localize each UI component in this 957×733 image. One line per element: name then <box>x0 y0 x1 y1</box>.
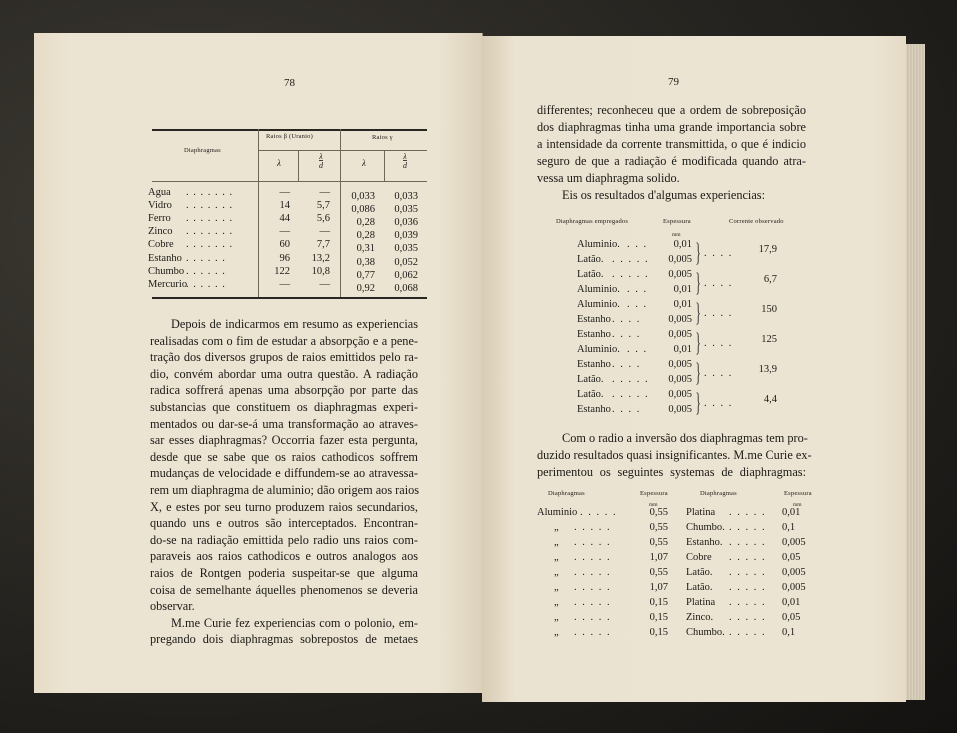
table2-cell-espessura-b: 0,05 <box>782 552 801 563</box>
table1-row-dots: . . . <box>627 239 648 250</box>
table1-cell-espessura: 0,01 <box>673 344 692 355</box>
table2-row-name-b: Cobre <box>686 552 712 563</box>
table-cell-beta-lambda: 14 <box>279 200 290 212</box>
table2-cell-espessura-a: 0,55 <box>649 522 668 533</box>
paragraph-line: raios de Rontgen poderia suspeitar-se que alguma <box>150 566 418 580</box>
paragraph-line: seguro de que a radiação é modificada quando atra- <box>537 154 806 168</box>
table2-cell-espessura-b: 0,005 <box>782 567 806 578</box>
table2-row-name-b: Platina <box>686 597 716 608</box>
table-row-name: Ferro <box>148 213 171 225</box>
table2-row-dots-b: . . . . . <box>729 537 767 548</box>
t2-unit-mm-b: mm <box>793 502 802 508</box>
t2-header-espessura-a: Espessura <box>640 490 668 497</box>
page-number-79: 79 <box>668 76 679 88</box>
table-col-divider <box>298 151 299 181</box>
table1-row-dots: . . . . . <box>612 389 650 400</box>
table2-row-name-a: „ <box>554 537 559 548</box>
table-header-lambda-gamma: λ <box>362 158 366 168</box>
table-cell-beta-ratio: 13,2 <box>311 252 330 264</box>
table2-cell-espessura-b: 0,01 <box>782 507 801 518</box>
table1-row-name: Aluminio. <box>577 299 620 310</box>
t1-header-espessura: Espessura <box>663 218 691 225</box>
table-cell-beta-lambda: 96 <box>279 252 290 264</box>
table2-row-dots-a: . . . . . <box>574 552 612 563</box>
t2-header-espessura-b: Espessura <box>784 490 812 497</box>
paragraph-line: substancias que constituem os diaphragmas experi- <box>150 400 418 414</box>
paragraph-line: duzido resultados quasi insignificantes. M.me Curie ex- <box>537 448 812 462</box>
table-row-name: Vidro <box>148 200 172 212</box>
table-header-lambda-over-d: λ d <box>319 152 323 170</box>
paragraph-line: X, e estes por seu turno produzem raios secundarios, <box>150 499 418 514</box>
t1-header-diaphragmas: Diaphragmas empregados <box>556 218 629 225</box>
table-cell-beta-ratio: — <box>319 226 330 238</box>
table-cell-gamma-lambda: 0,086 <box>351 204 375 216</box>
table2-cell-espessura-b: 0,1 <box>782 627 796 638</box>
table1-row-name: Aluminio. <box>577 284 620 295</box>
paragraph-line: coisa de semelhante áquelles phenomenos se deveria <box>150 582 418 597</box>
table2-row-name-a: „ <box>554 567 559 578</box>
table2-row-dots-b: . . . . . <box>729 612 767 623</box>
table2-row-name-a: „ <box>554 522 559 533</box>
table-header-beta: Raios β (Uranio) <box>266 133 313 140</box>
table-cell-gamma-ratio: 0,062 <box>394 269 418 281</box>
table-row-name: Cobre <box>148 239 174 251</box>
table2-cell-espessura-b: 0,01 <box>782 597 801 608</box>
table1-row-dots: . . . . . <box>612 254 650 265</box>
table-row-dots: . . . . . . . <box>186 187 234 198</box>
table1-row-name: Estanho <box>577 314 611 325</box>
table-row-name: Chumbo <box>148 265 185 277</box>
brace-icon: } <box>695 328 702 357</box>
table2-row-name-a: „ <box>554 597 559 608</box>
table1-current-dots: . . . . <box>704 398 733 409</box>
table1-row-dots: . . . <box>627 344 648 355</box>
table1-cell-espessura: 0,01 <box>673 239 692 250</box>
table-cell-beta-lambda: — <box>279 187 290 198</box>
table-col-divider <box>384 151 385 181</box>
table2-cell-espessura-b: 0,1 <box>782 522 796 533</box>
table-cell-beta-ratio: — <box>319 278 330 290</box>
table1-row-dots: . . . . <box>612 329 641 340</box>
t2-header-diaphragmas-b: Diaphragmas <box>700 490 737 497</box>
table-cell-beta-ratio: 10,8 <box>311 265 330 277</box>
table-cell-beta-lambda: 60 <box>279 239 290 251</box>
paragraph-line: paraveis aos raios cathodicos e outros analogos aos <box>150 549 418 564</box>
table1-current-dots: . . . . <box>704 308 733 319</box>
table2-row-dots-a: . . . . . <box>574 567 612 578</box>
table1-row-name: Aluminio. <box>577 344 620 355</box>
table1-cell-espessura: 0,005 <box>668 329 692 340</box>
table-cell-beta-ratio: 7,7 <box>316 239 330 251</box>
table-cell-gamma-ratio: 0,052 <box>394 256 418 268</box>
table2-cell-espessura-b: 0,005 <box>782 582 806 593</box>
table-col-divider <box>258 129 259 297</box>
table2-row-dots-b: . . . . . <box>729 582 767 593</box>
paragraph-line: rem um diaphragma de aluminio; dão origem aos raios <box>150 483 420 497</box>
table1-row-name: Estanho <box>577 329 611 340</box>
table-header-diaphragmas: Diaphragmas <box>184 147 221 154</box>
right-page <box>482 36 906 702</box>
table-row-name: Agua <box>148 187 171 198</box>
table-cell-gamma-ratio: 0,036 <box>394 217 418 229</box>
table-header-lambda-over-d-gamma: λ d <box>403 152 407 170</box>
table1-cell-espessura: 0,005 <box>668 374 692 385</box>
brace-icon: } <box>695 238 702 267</box>
table2-row-dots-a: . . . . . <box>580 507 618 518</box>
table-row-dots: . . . . . . . <box>186 239 234 251</box>
table-cell-beta-lambda: 122 <box>274 265 290 277</box>
table-cell-beta-ratio: 5,7 <box>316 200 330 212</box>
table2-row-name-b: Estanho. <box>686 537 723 548</box>
table-cell-gamma-lambda: 0,28 <box>356 230 375 242</box>
paragraph-line: a intensidade da corrente transmittida, o que é indicio <box>537 137 806 151</box>
table1-cell-espessura: 0,005 <box>668 269 692 280</box>
table1-cell-corrente: 150 <box>761 304 777 315</box>
paragraph-line: Com o radio a inversão dos diaphragmas tem pro- <box>562 431 808 445</box>
table2-cell-espessura-a: 1,07 <box>649 552 668 563</box>
table2-row-dots-b: . . . . . <box>729 507 767 518</box>
brace-icon: } <box>695 298 702 327</box>
table-row-dots: . . . . . . <box>186 252 226 264</box>
paragraph-line: realisadas com o fim de estudar a absorpção e a pene- <box>150 333 418 348</box>
table1-cell-espessura: 0,005 <box>668 254 692 265</box>
table1-current-dots: . . . . <box>704 248 733 259</box>
table1-row-dots: . . . <box>627 284 648 295</box>
table1-row-dots: . . . . <box>612 404 641 415</box>
table2-row-name-a: „ <box>554 552 559 563</box>
paragraph-line: radica soffrerá apenas uma absorpção por parte das <box>150 383 418 398</box>
page-number-78: 78 <box>284 77 295 89</box>
table2-row-name-b: Chumbo. <box>686 627 725 638</box>
paragraph-line: dos diaphragmas tinha uma grande importancia sobre <box>537 120 806 134</box>
table2-row-dots-a: . . . . . <box>574 522 612 533</box>
paragraph-line: quando uns e outros são interceptados. Encontran- <box>150 516 418 531</box>
table2-cell-espessura-a: 0,55 <box>649 537 668 548</box>
table1-current-dots: . . . . <box>704 368 733 379</box>
table-row-dots: . . . . . . <box>186 278 226 290</box>
table2-row-name-b: Latão. <box>686 567 713 578</box>
paragraph-line: differentes; reconheceu que a ordem de sobreposição <box>537 103 806 117</box>
table-top-rule <box>152 129 427 131</box>
table-cell-beta-lambda: 44 <box>279 213 290 225</box>
table2-row-dots-b: . . . . . <box>729 627 767 638</box>
table2-row-dots-b: . . . . . <box>729 522 767 533</box>
table1-row-name: Latão. <box>577 269 604 280</box>
paragraph-line: desde que se sabe que os raios cathodicos soffrem <box>150 449 418 464</box>
table2-cell-espessura-a: 0,15 <box>649 612 668 623</box>
table2-row-dots-a: . . . . . <box>574 627 612 638</box>
table-cell-gamma-ratio: 0,035 <box>394 243 418 255</box>
table1-row-dots: . . . <box>627 299 648 310</box>
paragraph-line: pregando dois diaphragmas sobrepostos de metaes <box>150 632 418 647</box>
table-cell-gamma-lambda: 0,38 <box>356 256 375 268</box>
table2-row-name-a: Aluminio <box>537 507 578 518</box>
table1-row-name: Estanho <box>577 359 611 370</box>
table1-current-dots: . . . . <box>704 338 733 349</box>
paragraph-line: mentados ou dar-se-á uma transformação ao atraves- <box>150 416 418 431</box>
paragraph-line: tração dos diversos grupos de raios emittidos pelo ra- <box>150 350 418 365</box>
table-cell-gamma-lambda: 0,77 <box>356 269 375 281</box>
table1-cell-corrente: 17,9 <box>758 244 777 255</box>
table2-row-name-a: „ <box>554 612 559 623</box>
paragraph-line: vessa um diaphragma solido. <box>537 171 680 185</box>
table-header-gamma: Raios γ <box>372 134 393 141</box>
table-row-dots: . . . . . . <box>186 265 226 277</box>
table-cell-beta-ratio: — <box>319 187 330 198</box>
paragraph-line: perimentou os seguintes systemas de diaphragmas: <box>537 465 806 479</box>
table2-row-dots-a: . . . . . <box>574 612 612 623</box>
paragraph-line: do-se na radiação emittida pelo radio uns raios com- <box>150 532 418 547</box>
table2-row-dots-a: . . . . . <box>574 597 612 608</box>
page-edges <box>903 44 925 700</box>
table2-cell-espessura-a: 1,07 <box>649 582 668 593</box>
paragraph-line: M.me Curie fez experiencias com o polonio, em- <box>171 615 418 630</box>
table-row-name: Mercurio <box>148 278 188 290</box>
table2-row-dots-a: . . . . . <box>574 537 612 548</box>
paragraph-line: Eis os resultados d'algumas experiencias: <box>562 188 766 202</box>
table1-row-name: Aluminio. <box>577 239 620 250</box>
table1-cell-corrente: 6,7 <box>763 274 777 285</box>
table-row-name: Zinco <box>148 226 173 238</box>
table-cell-gamma-ratio: 0,068 <box>394 282 418 294</box>
left-page <box>34 33 483 693</box>
table-cell-gamma-ratio: 0,035 <box>394 204 418 216</box>
table2-row-name-a: „ <box>554 582 559 593</box>
table-row-dots: . . . . . . . <box>186 213 234 225</box>
table2-row-dots-b: . . . . . <box>729 567 767 578</box>
table1-cell-espessura: 0,01 <box>673 284 692 295</box>
table-cell-gamma-lambda: 0,033 <box>351 191 375 202</box>
table1-cell-espessura: 0,01 <box>673 299 692 310</box>
t1-header-corrente: Corrente observado <box>729 218 784 225</box>
table2-row-dots-b: . . . . . <box>729 597 767 608</box>
table-row-dots: . . . . . . . <box>186 226 234 238</box>
table1-row-name: Estanho <box>577 404 611 415</box>
table2-row-dots-a: . . . . . <box>574 582 612 593</box>
brace-icon: } <box>695 388 702 417</box>
t1-unit-mm: mm <box>672 232 681 238</box>
table-cell-gamma-lambda: 0,31 <box>356 243 375 255</box>
table1-cell-espessura: 0,005 <box>668 314 692 325</box>
table2-cell-espessura-a: 0,55 <box>649 507 668 518</box>
table1-cell-corrente: 13,9 <box>758 364 777 375</box>
paragraph-line: Depois de indicarmos em resumo as experiencias <box>171 317 418 331</box>
t2-header-diaphragmas-a: Diaphragmas <box>548 490 585 497</box>
table-bottom-rule <box>152 297 427 299</box>
table2-row-dots-b: . . . . . <box>729 552 767 563</box>
table1-row-dots: . . . . . <box>612 269 650 280</box>
table1-cell-corrente: 125 <box>761 334 777 345</box>
t2-unit-mm-a: mm <box>649 502 658 508</box>
table-cell-beta-lambda: — <box>279 278 290 290</box>
table2-row-name-a: „ <box>554 627 559 638</box>
table2-row-name-b: Latão. <box>686 582 713 593</box>
table-col-divider <box>340 129 341 297</box>
table-cell-beta-ratio: 5,6 <box>316 213 330 225</box>
table1-current-dots: . . . . <box>704 278 733 289</box>
table-cell-beta-lambda: — <box>279 226 290 238</box>
table2-cell-espessura-a: 0,55 <box>649 567 668 578</box>
table1-cell-corrente: 4,4 <box>763 394 777 405</box>
table-header-rule <box>258 150 427 151</box>
table1-row-name: Latão. <box>577 389 604 400</box>
table-row-name: Estanho <box>148 252 182 264</box>
table1-cell-espessura: 0,005 <box>668 389 692 400</box>
paragraph-line: observar. <box>150 599 195 614</box>
table1-row-name: Latão. <box>577 254 604 265</box>
table-cell-gamma-lambda: 0,92 <box>356 282 375 294</box>
table1-row-dots: . . . . <box>612 314 641 325</box>
table1-cell-espessura: 0,005 <box>668 359 692 370</box>
table1-cell-espessura: 0,005 <box>668 404 692 415</box>
table2-row-name-b: Zinco. <box>686 612 714 623</box>
paragraph-line: mudanças de velocidade e diffundem-se ao atravessa- <box>150 466 418 481</box>
paragraph-line: sar esses diaphragmas? Occorria fazer esta pergunta, <box>150 433 418 448</box>
table2-row-name-b: Platina <box>686 507 716 518</box>
table-cell-gamma-lambda: 0,28 <box>356 217 375 229</box>
table-header-lambda: λ <box>277 158 281 168</box>
brace-icon: } <box>695 268 702 297</box>
paragraph-line: dio, convém abordar uma outra questão. A radiação <box>150 366 418 381</box>
table1-row-dots: . . . . . <box>612 374 650 385</box>
table2-row-name-b: Chumbo. <box>686 522 725 533</box>
brace-icon: } <box>695 358 702 387</box>
table2-cell-espessura-b: 0,005 <box>782 537 806 548</box>
table2-cell-espessura-a: 0,15 <box>649 627 668 638</box>
table-cell-gamma-ratio: 0,033 <box>394 191 418 202</box>
table1-row-name: Latão. <box>577 374 604 385</box>
table2-cell-espessura-b: 0,05 <box>782 612 801 623</box>
table-row-dots: . . . . . . . <box>186 200 234 212</box>
table2-cell-espessura-a: 0,15 <box>649 597 668 608</box>
table-header-bottom-rule <box>152 181 427 182</box>
table1-row-dots: . . . . <box>612 359 641 370</box>
table-cell-gamma-ratio: 0,039 <box>394 230 418 242</box>
